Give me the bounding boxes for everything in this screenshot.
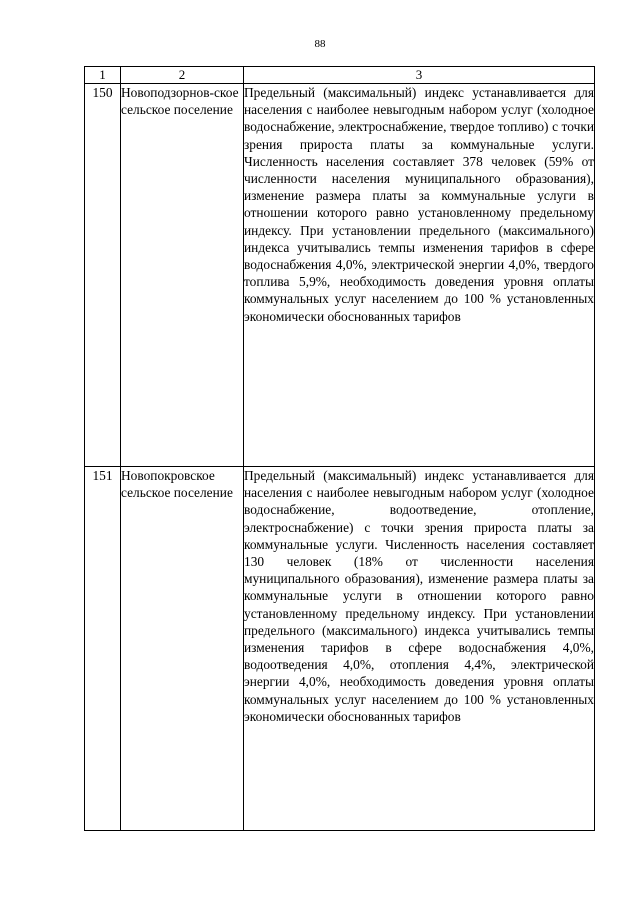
settlement-name: [121, 467, 244, 831]
tariff-index-table: [84, 66, 595, 831]
index-description-text: Предельный (максимальный) индекс устанавливается для населения с наиболее невыгодным набором услуг (холодное водоснабжение, водоотведение, отопление, электроснабжение) с точки зрения прироста платы за коммунальные услуги. Численность населения составляет 130 человек (18% от численности населения муниципального образования), изменение размера платы за коммунальные услуги в отношении которого равно установленному предельному индексу. При установлении предельного (максимального) индекса учитывались темпы изменения тарифов в сфере водоснабжения 4,0%, водоотведения 4,0%, отопления 4,4%, электрической энергии 4,0%, необходимость доведения уровня оплаты коммунальных услуг населением до 100 % установленных экономически обоснованных тарифов: [244, 468, 594, 724]
index-description: [244, 84, 595, 467]
column-header-1: 1: [85, 67, 121, 84]
column-header-2: 2: [121, 67, 244, 84]
table-row: [85, 467, 595, 831]
table-row: [85, 84, 595, 467]
row-number: 151: [85, 467, 121, 831]
column-header-3: 3: [244, 67, 595, 84]
page-number: 88: [314, 38, 326, 50]
settlement-name-text: Новоподзорнов-ское сельское поселение: [121, 85, 239, 118]
index-description: [244, 467, 595, 831]
index-description-text: Предельный (максимальный) индекс устанавливается для населения с наиболее невыгодным набором услуг (холодное водоснабжение, электроснабжение, твердое топливо) с точки зрения прироста платы за коммунальные услуги. Численность населения составляет 378 человек (59% от численности населения муниципального образования), изменение размера платы за коммунальные услуги в отношении которого равно установленному предельному индексу. При установлении предельного (максимального) индекса учитывались темпы изменения тарифов в сфере водоснабжения 4,0%, электрической энергии 4,0%, твердого топлива 5,9%, необходимость доведения уровня оплаты коммунальных услуг населением до 100 % установленных экономически обоснованных тарифов: [244, 85, 594, 324]
table-header-row: [85, 67, 595, 84]
row-number: 150: [85, 84, 121, 467]
settlement-name: [121, 84, 244, 467]
settlement-name-text: Новопокровское сельское поселение: [121, 468, 233, 501]
